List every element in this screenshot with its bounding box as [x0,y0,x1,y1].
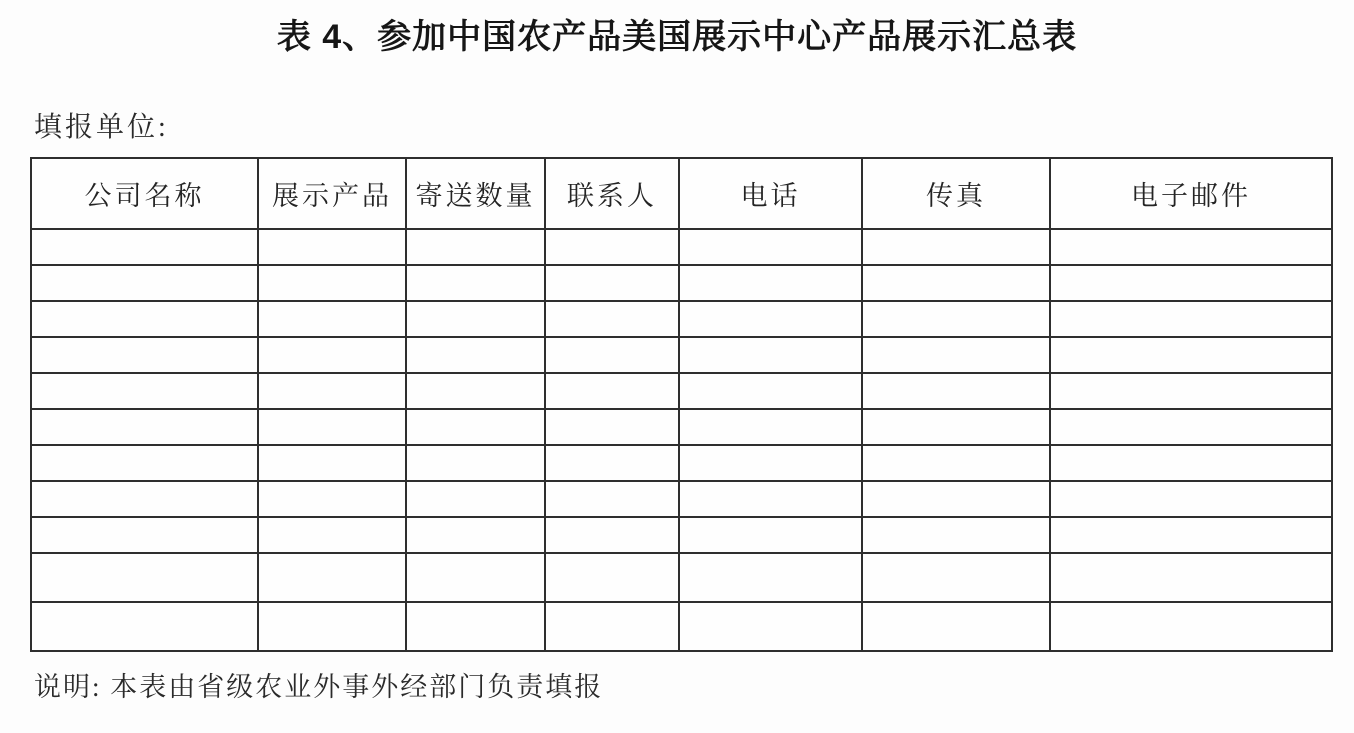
column-header-company-name: 公司名称 [31,158,258,229]
table-cell [406,229,545,265]
table-cell [31,373,258,409]
table-cell [862,602,1050,651]
table-cell [545,481,679,517]
table-cell [1050,409,1332,445]
table-cell [545,445,679,481]
table-cell [545,517,679,553]
table-cell [679,409,862,445]
table-cell [31,445,258,481]
table-cell [406,337,545,373]
table-cell [258,481,406,517]
table-cell [679,337,862,373]
table-cell [545,265,679,301]
table-cell [545,229,679,265]
column-header-phone: 电话 [679,158,862,229]
table-row [31,229,1332,265]
table-cell [1050,265,1332,301]
table-cell [406,517,545,553]
table-cell [545,409,679,445]
column-header-contact-person: 联系人 [545,158,679,229]
table-cell [1050,301,1332,337]
table-cell [862,229,1050,265]
table-cell [258,265,406,301]
table-cell [406,373,545,409]
table-row [31,602,1332,651]
table-cell [406,265,545,301]
column-header-email: 电子邮件 [1050,158,1332,229]
table-cell [406,301,545,337]
table-cell [862,553,1050,602]
table-cell [406,409,545,445]
column-header-display-product: 展示产品 [258,158,406,229]
table-cell [679,301,862,337]
table-cell [31,517,258,553]
table-cell [258,517,406,553]
table-cell [1050,337,1332,373]
table-cell [406,445,545,481]
table-cell [862,445,1050,481]
reporting-unit-label: 填报单位: [34,112,169,143]
table-cell [862,337,1050,373]
table-cell [679,602,862,651]
table-cell [406,553,545,602]
table-cell [862,517,1050,553]
table-cell [679,373,862,409]
table-cell [31,265,258,301]
product-summary-table [30,157,1333,652]
table-row [31,373,1332,409]
table-cell [31,602,258,651]
table-cell [679,553,862,602]
table-cell [258,229,406,265]
table-row [31,409,1332,445]
table-cell [258,602,406,651]
reporting-unit-row [34,105,1354,141]
table-cell [1050,445,1332,481]
document-title: 表 4、参加中国农产品美国展示中心产品展示汇总表 [276,18,1078,56]
table-cell [862,373,1050,409]
table-cell [679,481,862,517]
table-cell [545,373,679,409]
note-text: 说明: 本表由省级农业外事外经部门负责填报 [34,672,604,702]
table-cell [1050,553,1332,602]
table-cell [31,553,258,602]
table-row [31,553,1332,602]
table-cell [258,301,406,337]
table-cell [406,481,545,517]
table-row [31,445,1332,481]
table-cell [1050,517,1332,553]
table-cell [31,301,258,337]
table-row [31,481,1332,517]
table-header-row [31,158,1332,229]
table-cell [31,337,258,373]
table-cell [258,445,406,481]
table-cell [258,409,406,445]
note-row [34,665,1354,704]
table-cell [31,229,258,265]
table-cell [679,229,862,265]
table-cell [258,337,406,373]
table-row [31,265,1332,301]
table-row [31,517,1332,553]
table-cell [862,265,1050,301]
table-cell [406,602,545,651]
table-cell [31,481,258,517]
table-cell [1050,229,1332,265]
table-cell [1050,602,1332,651]
table-cell [258,373,406,409]
table-cell [862,301,1050,337]
table-cell [545,602,679,651]
table-cell [1050,373,1332,409]
table-cell [31,409,258,445]
table-cell [545,301,679,337]
column-header-shipment-quantity: 寄送数量 [406,158,545,229]
table-cell [679,445,862,481]
column-header-fax: 传真 [862,158,1050,229]
table-cell [258,553,406,602]
table-cell [862,409,1050,445]
table-cell [1050,481,1332,517]
table-cell [545,337,679,373]
table-row [31,301,1332,337]
table-cell [679,517,862,553]
table-row [31,337,1332,373]
table-cell [862,481,1050,517]
table-cell [679,265,862,301]
table-cell [545,553,679,602]
